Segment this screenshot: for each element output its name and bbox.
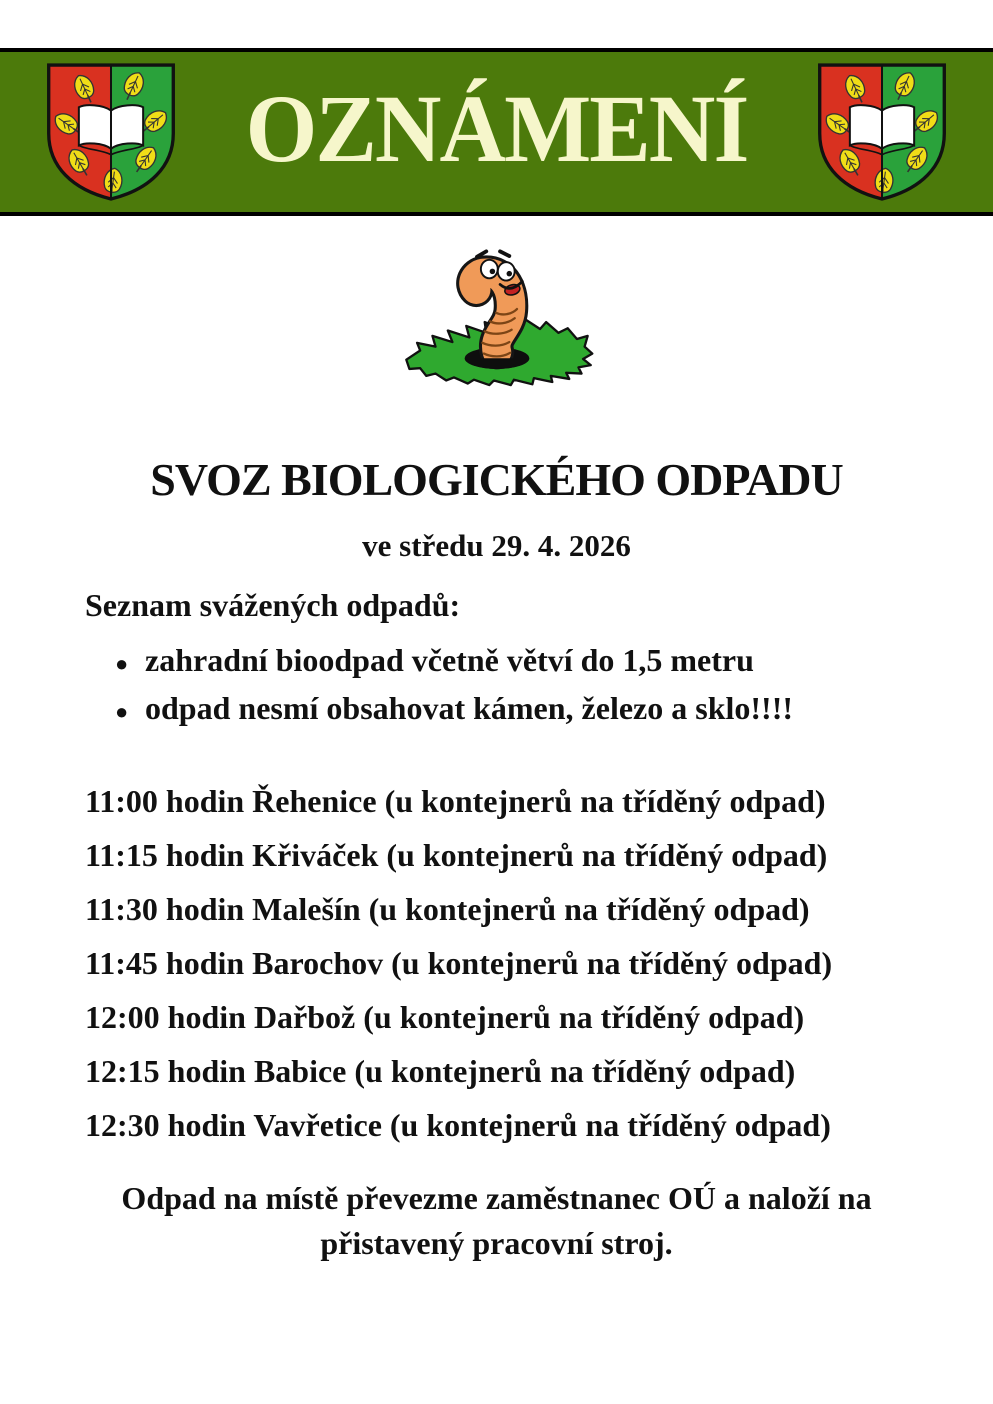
bullet-icon: ● [115, 699, 129, 724]
schedule-row: 11:45 hodin Barochov (u kontejnerů na tříděný odpad) [85, 945, 833, 981]
municipal-coat-of-arms-left-icon [44, 61, 178, 203]
banner-title: OZNÁMENÍ [245, 75, 748, 182]
header-banner [0, 48, 993, 216]
waste-list-item-text: zahradní bioodpad včetně větví do 1,5 metru [145, 642, 754, 678]
schedule-row: 12:15 hodin Babice (u kontejnerů na tříděný odpad) [85, 1053, 796, 1089]
waste-list-item [0, 686, 993, 734]
municipal-coat-of-arms-right-icon [815, 61, 949, 203]
schedule-row: 12:00 hodin Dařbož (u kontejnerů na tříděný odpad) [85, 999, 805, 1035]
waste-list-item-text: odpad nesmí obsahovat kámen, železo a sklo!!!! [145, 690, 794, 726]
notice-date: ve středu 29. 4. 2026 [362, 528, 631, 563]
waste-list [0, 638, 993, 734]
schedule-row: 12:30 hodin Vavřetice (u kontejnerů na tříděný odpad) [85, 1107, 831, 1143]
notice-title: SVOZ BIOLOGICKÉHO ODPADU [150, 454, 843, 505]
schedule-row: 11:30 hodin Malešín (u kontejnerů na tříděný odpad) [85, 891, 810, 927]
waste-list-item [0, 638, 993, 686]
waste-list-heading: Seznam svážených odpadů: [85, 587, 461, 623]
schedule-row: 11:00 hodin Řehenice (u kontejnerů na tříděný odpad) [85, 783, 826, 819]
worm-illustration [0, 246, 993, 392]
bullet-icon: ● [115, 651, 129, 676]
schedule-row: 11:15 hodin Křiváček (u kontejnerů na tříděný odpad) [85, 837, 828, 873]
schedule-list [0, 774, 993, 1152]
footer-note: Odpad na místě převezme zaměstnanec OÚ a naloží na přistavený pracovní stroj. [121, 1180, 872, 1261]
worm-in-grass-icon [397, 246, 597, 392]
